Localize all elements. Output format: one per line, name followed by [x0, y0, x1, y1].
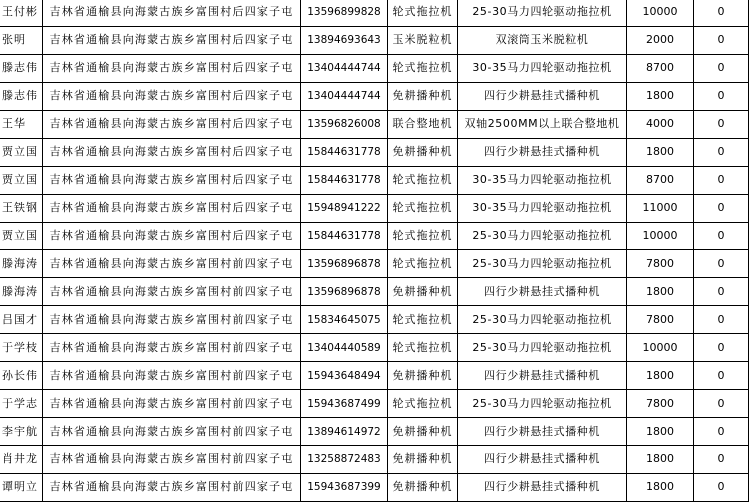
machine-type-cell: 免耕播种机	[388, 138, 458, 166]
amount-cell: 7800	[627, 250, 694, 278]
table-row	[0, 0, 749, 26]
machine-type-cell: 轮式拖拉机	[388, 306, 458, 334]
applicant-name: 贾立国	[0, 138, 43, 166]
amount-cell: 1800	[627, 418, 694, 446]
address-cell: 吉林省通榆县向海蒙古族乡富围村后四家子屯	[43, 82, 301, 110]
table-row	[0, 250, 749, 278]
machine-type-cell: 免耕播种机	[388, 446, 458, 474]
address-cell: 吉林省通榆县向海蒙古族乡富围村前四家子屯	[43, 334, 301, 362]
phone-cell: 13404444744	[301, 54, 388, 82]
table-row	[0, 110, 749, 138]
address-cell: 吉林省通榆县向海蒙古族乡富围村前四家子屯	[43, 306, 301, 334]
applicant-name: 吕国才	[0, 306, 43, 334]
address-cell: 吉林省通榆县向海蒙古族乡富围村后四家子屯	[43, 110, 301, 138]
table-row	[0, 334, 749, 362]
machine-type-cell: 轮式拖拉机	[388, 0, 458, 26]
amount-cell: 8700	[627, 54, 694, 82]
table-row	[0, 418, 749, 446]
machine-model-cell: 25-30马力四轮驱动拖拉机	[458, 250, 627, 278]
machine-type-cell: 轮式拖拉机	[388, 166, 458, 194]
phone-cell: 15844631778	[301, 138, 388, 166]
table-row	[0, 390, 749, 418]
table-row	[0, 362, 749, 390]
applicant-name: 贾立国	[0, 222, 43, 250]
extra-cell: 0	[694, 418, 749, 446]
machine-type-cell: 免耕播种机	[388, 82, 458, 110]
extra-cell: 0	[694, 54, 749, 82]
applicant-name: 孙长伟	[0, 362, 43, 390]
machine-model-cell: 四行少耕悬挂式播种机	[458, 446, 627, 474]
table-row	[0, 306, 749, 334]
machine-type-cell: 轮式拖拉机	[388, 222, 458, 250]
phone-cell: 13596896878	[301, 250, 388, 278]
address-cell: 吉林省通榆县向海蒙古族乡富围村前四家子屯	[43, 446, 301, 474]
applicant-name: 王铁钢	[0, 194, 43, 222]
phone-cell: 15943687399	[301, 473, 388, 501]
applicant-name: 王付彬	[0, 0, 43, 26]
table-row	[0, 54, 749, 82]
machine-type-cell: 轮式拖拉机	[388, 250, 458, 278]
address-cell: 吉林省通榆县向海蒙古族乡富围村后四家子屯	[43, 138, 301, 166]
amount-cell: 7800	[627, 306, 694, 334]
machine-type-cell: 免耕播种机	[388, 418, 458, 446]
machine-model-cell: 25-30马力四轮驱动拖拉机	[458, 306, 627, 334]
machine-type-cell: 联合整地机	[388, 110, 458, 138]
applicant-name: 滕海涛	[0, 278, 43, 306]
machine-model-cell: 30-35马力四轮驱动拖拉机	[458, 166, 627, 194]
extra-cell: 0	[694, 26, 749, 54]
amount-cell: 10000	[627, 222, 694, 250]
applicant-name: 于学枝	[0, 334, 43, 362]
applicant-name: 滕志伟	[0, 54, 43, 82]
machine-type-cell: 轮式拖拉机	[388, 334, 458, 362]
table-row	[0, 194, 749, 222]
machine-model-cell: 30-35马力四轮驱动拖拉机	[458, 54, 627, 82]
address-cell: 吉林省通榆县向海蒙古族乡富围村后四家子屯	[43, 194, 301, 222]
machine-model-cell: 四行少耕悬挂式播种机	[458, 362, 627, 390]
phone-cell: 13258872483	[301, 446, 388, 474]
phone-cell: 15948941222	[301, 194, 388, 222]
machine-type-cell: 轮式拖拉机	[388, 390, 458, 418]
phone-cell: 15834645075	[301, 306, 388, 334]
table-row	[0, 82, 749, 110]
machine-model-cell: 四行少耕悬挂式播种机	[458, 82, 627, 110]
applicant-name: 滕志伟	[0, 82, 43, 110]
phone-cell: 15943687499	[301, 390, 388, 418]
extra-cell: 0	[694, 0, 749, 26]
table-row	[0, 473, 749, 501]
phone-cell: 13596826008	[301, 110, 388, 138]
amount-cell: 1800	[627, 278, 694, 306]
extra-cell: 0	[694, 138, 749, 166]
address-cell: 吉林省通榆县向海蒙古族乡富围村后四家子屯	[43, 222, 301, 250]
table-row	[0, 222, 749, 250]
machine-type-cell: 免耕播种机	[388, 473, 458, 501]
address-cell: 吉林省通榆县向海蒙古族乡富围村前四家子屯	[43, 418, 301, 446]
machine-model-cell: 双轴2500MM以上联合整地机	[458, 110, 627, 138]
amount-cell: 2000	[627, 26, 694, 54]
extra-cell: 0	[694, 306, 749, 334]
machine-model-cell: 四行少耕悬挂式播种机	[458, 473, 627, 501]
machine-model-cell: 四行少耕悬挂式播种机	[458, 418, 627, 446]
amount-cell: 1800	[627, 446, 694, 474]
phone-cell: 13894614972	[301, 418, 388, 446]
phone-cell: 15844631778	[301, 166, 388, 194]
phone-cell: 15943648494	[301, 362, 388, 390]
phone-cell: 13596899828	[301, 0, 388, 26]
extra-cell: 0	[694, 334, 749, 362]
amount-cell: 1800	[627, 473, 694, 501]
address-cell: 吉林省通榆县向海蒙古族乡富围村前四家子屯	[43, 473, 301, 501]
amount-cell: 8700	[627, 166, 694, 194]
machine-model-cell: 25-30马力四轮驱动拖拉机	[458, 334, 627, 362]
table-row	[0, 166, 749, 194]
extra-cell: 0	[694, 278, 749, 306]
applicant-name: 李宇航	[0, 418, 43, 446]
address-cell: 吉林省通榆县向海蒙古族乡富围村后四家子屯	[43, 54, 301, 82]
extra-cell: 0	[694, 222, 749, 250]
table-row	[0, 446, 749, 474]
amount-cell: 1800	[627, 362, 694, 390]
address-cell: 吉林省通榆县向海蒙古族乡富围村前四家子屯	[43, 362, 301, 390]
applicant-name: 张明	[0, 26, 43, 54]
address-cell: 吉林省通榆县向海蒙古族乡富围村前四家子屯	[43, 278, 301, 306]
address-cell: 吉林省通榆县向海蒙古族乡富围村前四家子屯	[43, 390, 301, 418]
applicant-name: 肖井龙	[0, 446, 43, 474]
address-cell: 吉林省通榆县向海蒙古族乡富围村后四家子屯	[43, 0, 301, 26]
phone-cell: 15844631778	[301, 222, 388, 250]
extra-cell: 0	[694, 166, 749, 194]
extra-cell: 0	[694, 250, 749, 278]
table-row	[0, 26, 749, 54]
machine-type-cell: 免耕播种机	[388, 362, 458, 390]
machine-type-cell: 轮式拖拉机	[388, 194, 458, 222]
amount-cell: 10000	[627, 0, 694, 26]
extra-cell: 0	[694, 362, 749, 390]
applicant-name: 滕海涛	[0, 250, 43, 278]
table-row	[0, 278, 749, 306]
applicant-name: 贾立国	[0, 166, 43, 194]
amount-cell: 10000	[627, 334, 694, 362]
phone-cell: 13404440589	[301, 334, 388, 362]
applicant-name: 谭明立	[0, 473, 43, 501]
machine-model-cell: 四行少耕悬挂式播种机	[458, 278, 627, 306]
machine-model-cell: 25-30马力四轮驱动拖拉机	[458, 222, 627, 250]
amount-cell: 1800	[627, 138, 694, 166]
phone-cell: 13404444744	[301, 82, 388, 110]
amount-cell: 11000	[627, 194, 694, 222]
machine-type-cell: 玉米脱粒机	[388, 26, 458, 54]
machine-type-cell: 免耕播种机	[388, 278, 458, 306]
machine-type-cell: 轮式拖拉机	[388, 54, 458, 82]
amount-cell: 7800	[627, 390, 694, 418]
applicant-name: 于学志	[0, 390, 43, 418]
table-row	[0, 138, 749, 166]
address-cell: 吉林省通榆县向海蒙古族乡富围村前四家子屯	[43, 250, 301, 278]
machine-model-cell: 四行少耕悬挂式播种机	[458, 138, 627, 166]
extra-cell: 0	[694, 110, 749, 138]
machine-model-cell: 25-30马力四轮驱动拖拉机	[458, 390, 627, 418]
extra-cell: 0	[694, 194, 749, 222]
address-cell: 吉林省通榆县向海蒙古族乡富围村后四家子屯	[43, 26, 301, 54]
machine-model-cell: 30-35马力四轮驱动拖拉机	[458, 194, 627, 222]
applicant-name: 王华	[0, 110, 43, 138]
extra-cell: 0	[694, 82, 749, 110]
machine-model-cell: 双滚筒玉米脱粒机	[458, 26, 627, 54]
extra-cell: 0	[694, 446, 749, 474]
phone-cell: 13596896878	[301, 278, 388, 306]
extra-cell: 0	[694, 473, 749, 501]
address-cell: 吉林省通榆县向海蒙古族乡富围村后四家子屯	[43, 166, 301, 194]
extra-cell: 0	[694, 390, 749, 418]
machine-model-cell: 25-30马力四轮驱动拖拉机	[458, 0, 627, 26]
amount-cell: 1800	[627, 82, 694, 110]
phone-cell: 13894693643	[301, 26, 388, 54]
amount-cell: 4000	[627, 110, 694, 138]
